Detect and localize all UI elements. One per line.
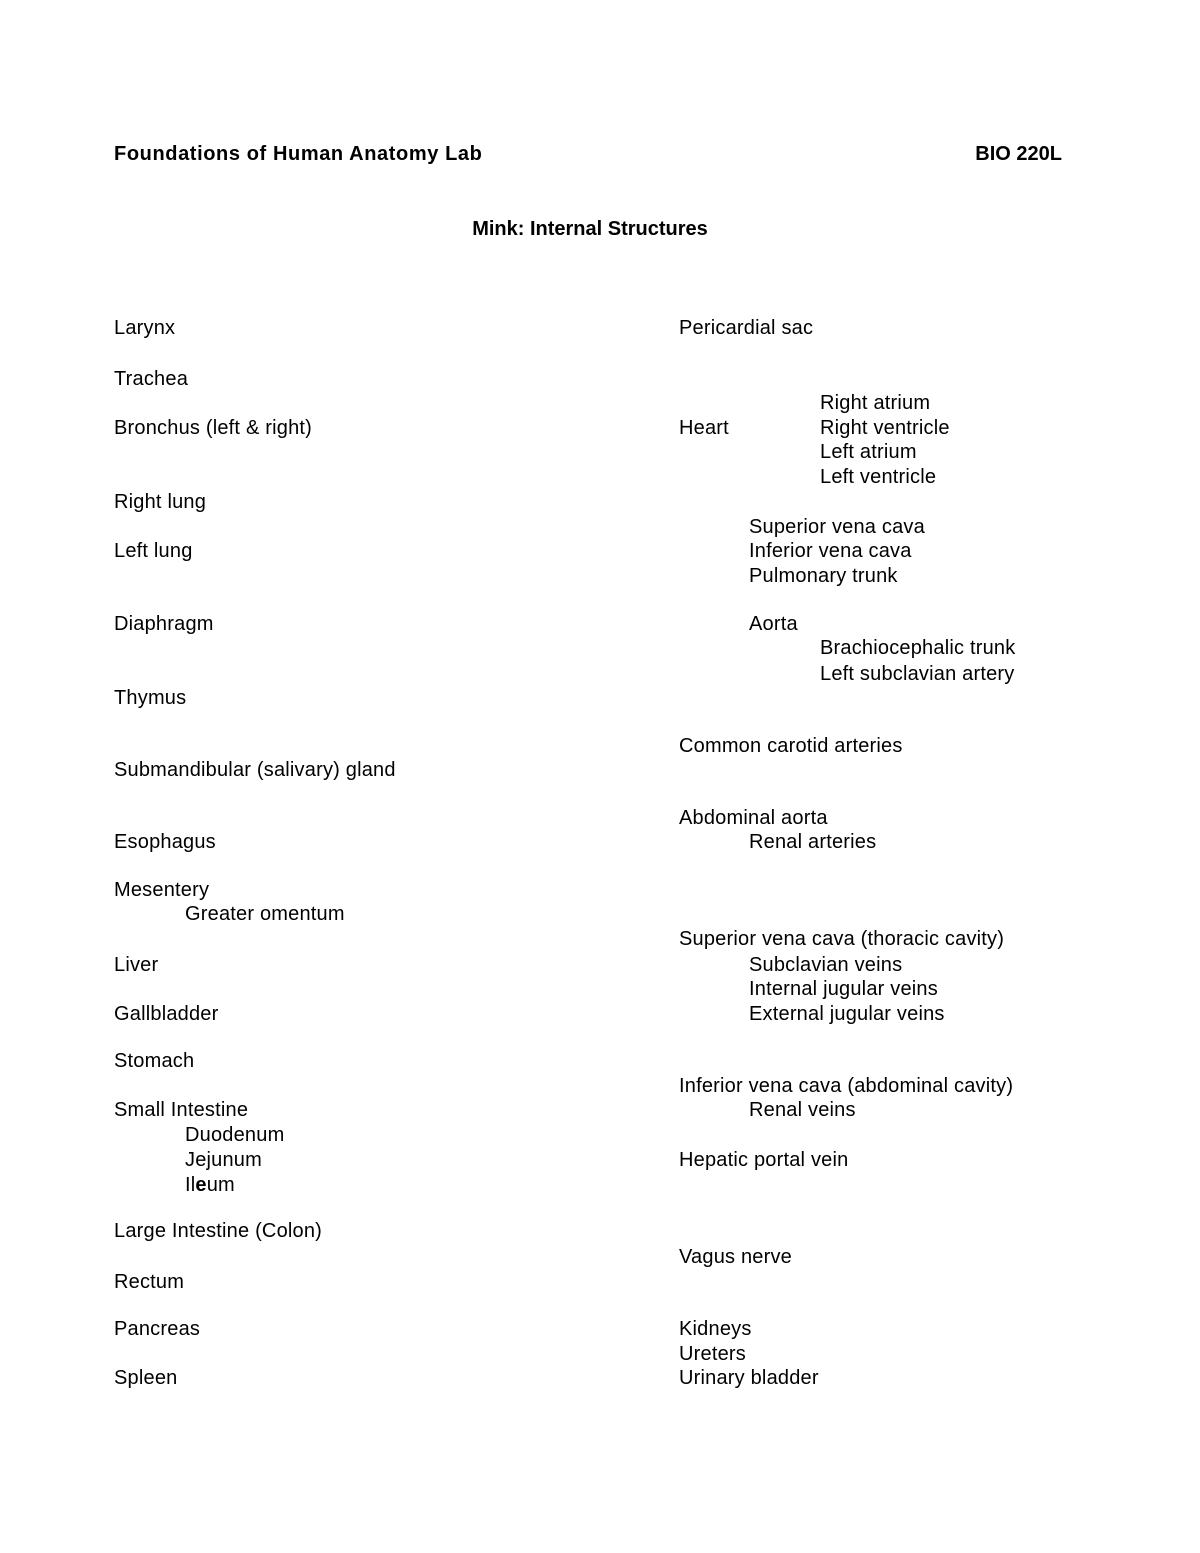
list-subitem-jejunum: Jejunum [185,1149,262,1171]
list-subitem-ileum [185,1172,235,1198]
ileum-suffix: um [206,1174,235,1196]
list-subitem-pulmonary-trunk: Pulmonary trunk [749,565,898,587]
list-subitem-greater-omentum: Greater omentum [185,903,345,925]
list-item-thymus: Thymus [114,687,187,709]
list-item-small-intestine: Small Intestine [114,1099,249,1121]
list-subitem-renal-veins: Renal veins [749,1099,856,1121]
list-item-heart: Heart [679,417,729,439]
list-item-spleen: Spleen [114,1367,178,1389]
list-item-rectum: Rectum [114,1271,185,1293]
document-title: Mink: Internal Structures [472,218,708,240]
list-subitem-external-jugular-veins: External jugular veins [749,1003,945,1025]
list-item-abdominal-aorta: Abdominal aorta [679,807,828,829]
list-subitem-right-ventricle: Right ventricle [820,417,950,439]
list-subitem-brachiocephalic-trunk: Brachiocephalic trunk [820,637,1016,659]
list-item-inferior-vena-cava-abdominal: Inferior vena cava (abdominal cavity) [679,1075,1014,1097]
list-item-mesentery: Mesentery [114,879,210,901]
list-subitem-superior-vena-cava: Superior vena cava [749,516,925,538]
list-item-liver: Liver [114,954,159,976]
list-item-stomach: Stomach [114,1050,195,1072]
list-item-pericardial-sac: Pericardial sac [679,317,814,339]
list-item-diaphragm: Diaphragm [114,613,214,635]
list-item-right-lung: Right lung [114,491,207,513]
course-title: Foundations of Human Anatomy Lab [114,143,483,165]
ileum-bold-letter: e [195,1174,207,1196]
list-subitem-left-subclavian-artery: Left subclavian artery [820,663,1015,685]
list-subitem-right-atrium: Right atrium [820,392,931,414]
list-subitem-renal-arteries: Renal arteries [749,831,877,853]
list-item-pancreas: Pancreas [114,1318,201,1340]
course-code: BIO 220L [975,143,1062,165]
list-item-large-intestine: Large Intestine (Colon) [114,1220,323,1242]
list-subitem-internal-jugular-veins: Internal jugular veins [749,978,938,1000]
list-item-left-lung: Left lung [114,540,193,562]
list-item-superior-vena-cava-thoracic: Superior vena cava (thoracic cavity) [679,928,1005,950]
list-subitem-aorta: Aorta [749,613,798,635]
list-subitem-subclavian-veins: Subclavian veins [749,954,903,976]
list-item-gallbladder: Gallbladder [114,1003,219,1025]
list-item-larynx: Larynx [114,317,176,339]
list-subitem-inferior-vena-cava: Inferior vena cava [749,540,912,562]
list-item-common-carotid-arteries: Common carotid arteries [679,735,903,757]
list-item-urinary-bladder: Urinary bladder [679,1367,819,1389]
list-item-hepatic-portal-vein: Hepatic portal vein [679,1149,849,1171]
list-item-ureters: Ureters [679,1343,746,1365]
list-item-esophagus: Esophagus [114,831,216,853]
list-subitem-left-ventricle: Left ventricle [820,466,937,488]
list-subitem-duodenum: Duodenum [185,1124,285,1146]
list-item-kidneys: Kidneys [679,1318,752,1340]
list-subitem-left-atrium: Left atrium [820,441,917,463]
ileum-prefix: Il [185,1174,196,1196]
list-item-trachea: Trachea [114,368,189,390]
list-item-vagus-nerve: Vagus nerve [679,1246,793,1268]
list-item-submandibular-gland: Submandibular (salivary) gland [114,759,396,781]
list-item-bronchus: Bronchus (left & right) [114,417,313,439]
